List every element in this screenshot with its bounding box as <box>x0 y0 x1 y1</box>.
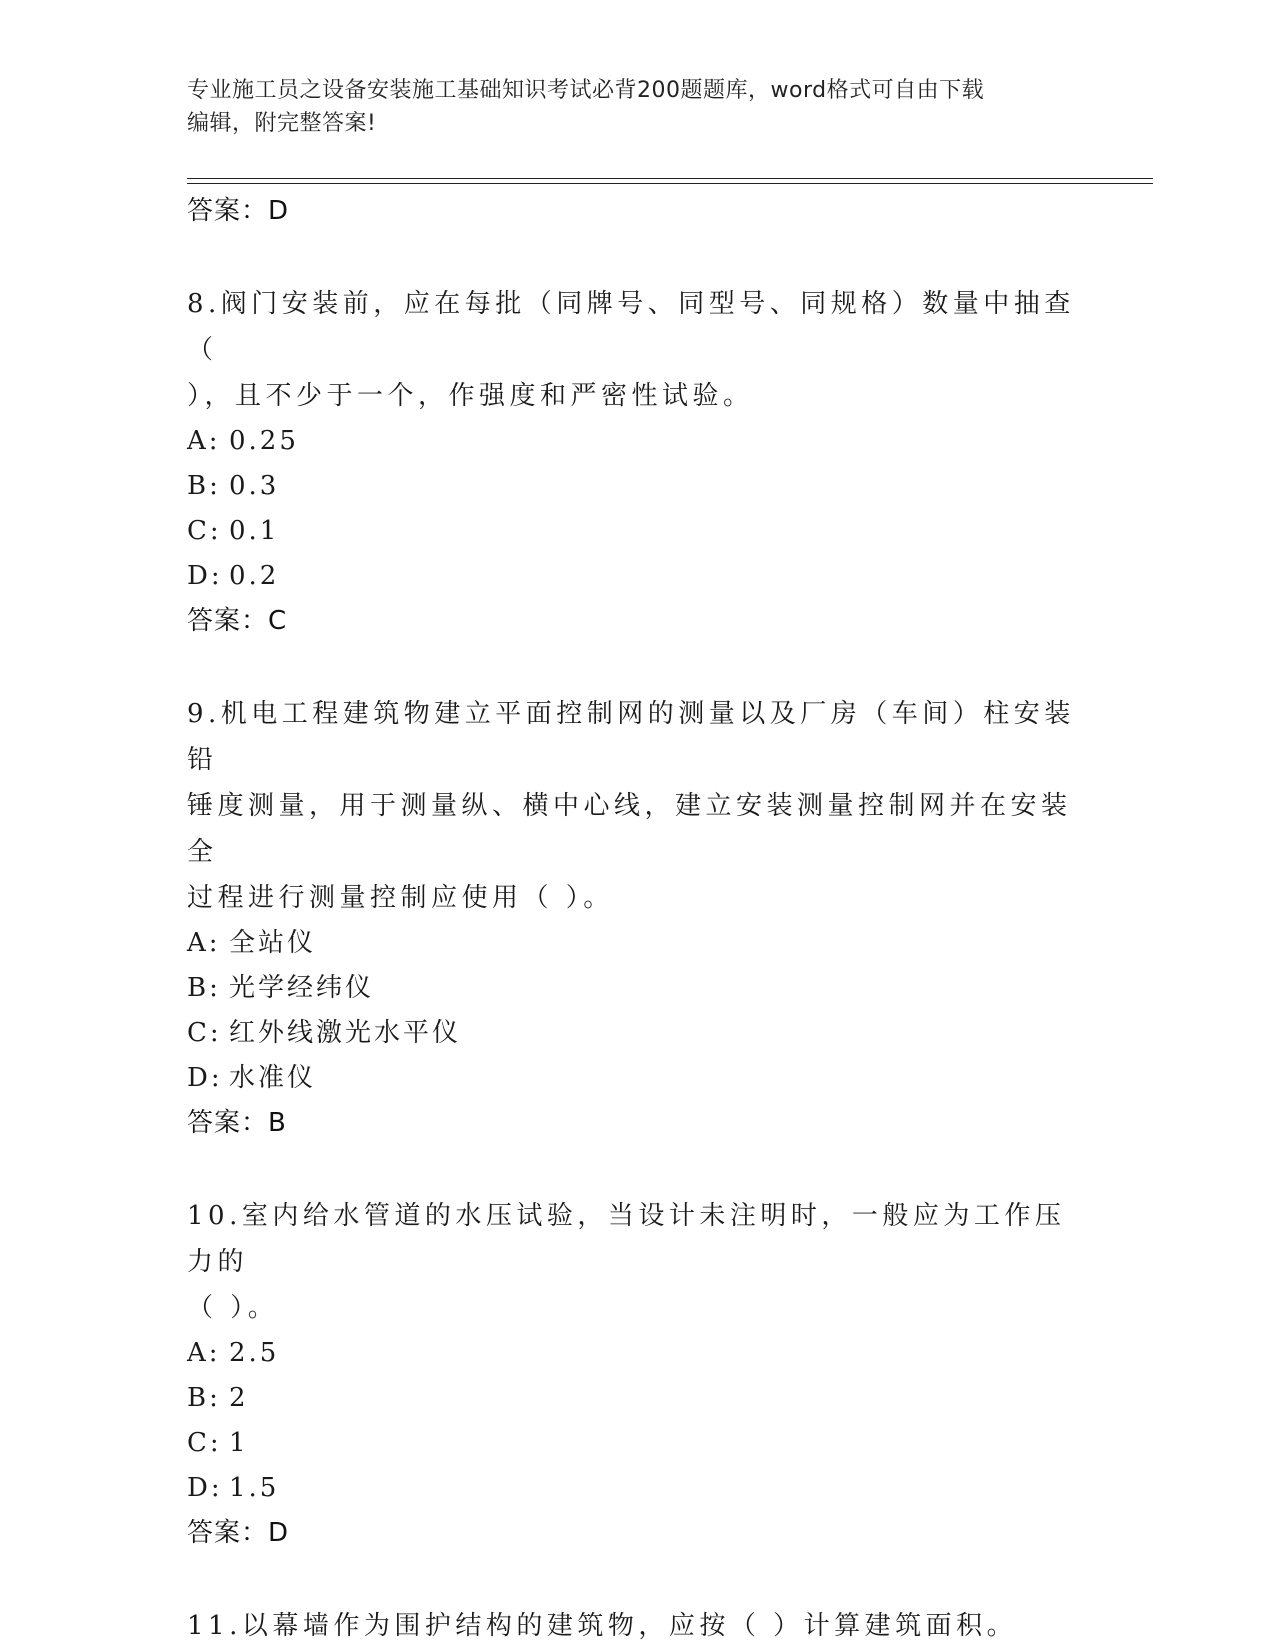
header-divider-bottom <box>187 183 1153 184</box>
question-text <box>187 691 1087 921</box>
question-text-line: 锤度测量，用于测量纵、横中心线，建立安装测量控制网并在安装全 <box>187 791 1072 867</box>
option-text: 全站仪 <box>229 928 317 958</box>
option-text: 0.2 <box>229 561 280 591</box>
answer-line: 答案：D <box>187 196 290 226</box>
option-letter: B: <box>187 973 221 1003</box>
question-text-line: 9.机电工程建筑物建立平面控制网的测量以及厂房（车间）柱安装铅 <box>187 699 1075 775</box>
option-a <box>187 1331 1087 1376</box>
header-divider-top <box>187 178 1153 179</box>
answer-line: 答案：C <box>187 606 288 636</box>
option-letter: C: <box>187 516 222 546</box>
question-text-line: 过程进行测量控制应使用（ ）。 <box>187 883 614 913</box>
question-11 <box>187 1603 1087 1649</box>
option-text: 2 <box>229 1383 249 1413</box>
option-d <box>187 554 1087 599</box>
header-line-2: 编辑，附完整答案! <box>187 111 377 136</box>
option-b <box>187 1376 1087 1421</box>
option-text: 0.25 <box>229 426 299 456</box>
option-letter: A: <box>187 928 221 958</box>
answer-line: 答案：D <box>187 1518 290 1548</box>
question-10 <box>187 1193 1087 1555</box>
option-c <box>187 509 1087 554</box>
option-letter: A: <box>187 1338 221 1368</box>
option-text: 0.1 <box>229 516 280 546</box>
document-body <box>187 189 1087 1649</box>
option-text: 1 <box>229 1428 249 1458</box>
option-text: 1.5 <box>229 1473 280 1503</box>
question-8 <box>187 281 1087 643</box>
option-d <box>187 1056 1087 1101</box>
answer-line: 答案：B <box>187 1108 287 1138</box>
option-text: 0.3 <box>229 471 280 501</box>
header-line-1: 专业施工员之设备安装施工基础知识考试必背200题题库，word格式可自由下载 <box>187 78 985 103</box>
option-text: 2.5 <box>229 1338 280 1368</box>
option-d <box>187 1466 1087 1511</box>
option-letter: B: <box>187 471 221 501</box>
question-text <box>187 1603 1087 1649</box>
question-text-line: （ ）。 <box>187 1293 279 1323</box>
question-text-line: 10.室内给水管道的水压试验，当设计未注明时，一般应为工作压力的 <box>187 1201 1066 1277</box>
option-c <box>187 1011 1087 1056</box>
question-9 <box>187 691 1087 1145</box>
question-text-line: 11.以幕墙作为围护结构的建筑物，应按（ ）计算建筑面积。 <box>187 1611 1018 1641</box>
question-text-line: ），且不少于一个，作强度和严密性试验。 <box>187 381 754 411</box>
option-letter: B: <box>187 1383 221 1413</box>
option-letter: D: <box>187 1473 223 1503</box>
question-text <box>187 1193 1087 1331</box>
option-letter: A: <box>187 426 221 456</box>
option-a <box>187 419 1087 464</box>
option-text: 红外线激光水平仪 <box>229 1018 462 1048</box>
option-text: 光学经纬仪 <box>229 973 375 1003</box>
question-text <box>187 281 1087 419</box>
document-header <box>187 74 1067 140</box>
option-letter: D: <box>187 561 223 591</box>
option-letter: C: <box>187 1428 222 1458</box>
option-a <box>187 921 1087 966</box>
option-b <box>187 464 1087 509</box>
option-c <box>187 1421 1087 1466</box>
option-letter: C: <box>187 1018 222 1048</box>
option-b <box>187 966 1087 1011</box>
question-text-line: 8.阀门安装前，应在每批（同牌号、同型号、同规格）数量中抽查（ <box>187 289 1075 365</box>
option-letter: D: <box>187 1063 223 1093</box>
option-text: 水准仪 <box>229 1063 317 1093</box>
